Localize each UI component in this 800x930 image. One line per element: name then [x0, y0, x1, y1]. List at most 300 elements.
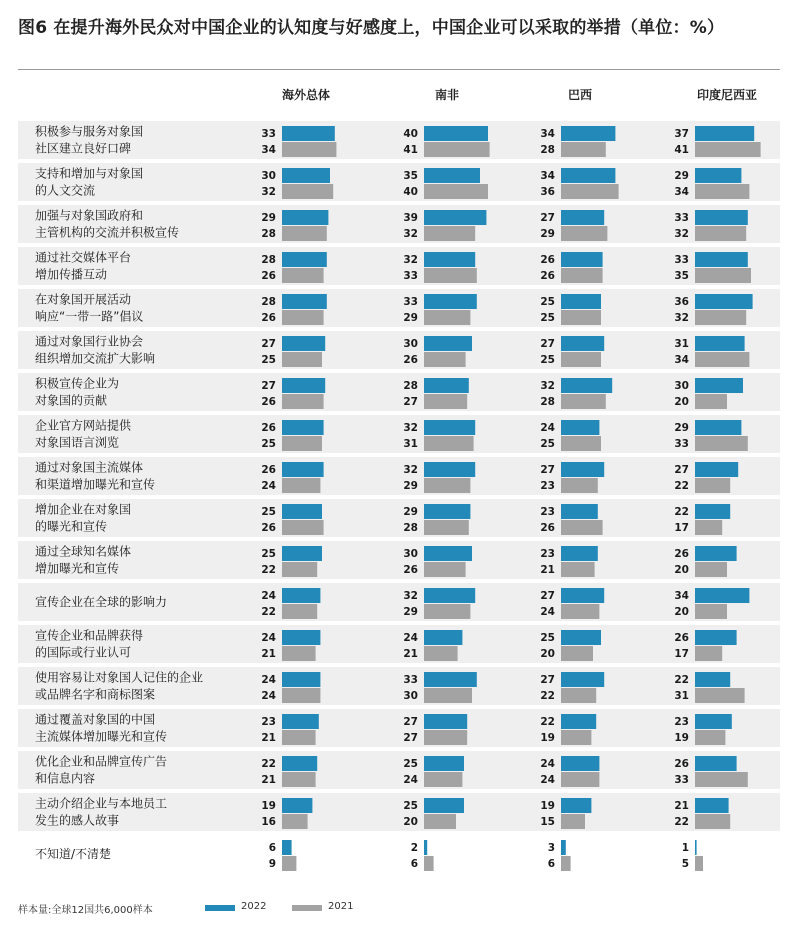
value-label-2021: 22 [674, 480, 689, 492]
legend-swatch-2022 [205, 905, 235, 911]
value-label-2022: 24 [261, 632, 276, 644]
value-label-2022: 26 [674, 758, 689, 770]
bar-2022 [424, 714, 467, 729]
bar-2021 [424, 478, 470, 493]
row-label: 增加曝光和宣传 [35, 561, 120, 576]
value-label-2022: 34 [540, 170, 555, 182]
bar-2021 [424, 688, 472, 703]
bar-2022 [561, 714, 596, 729]
bar-2021 [695, 604, 727, 619]
value-label-2021: 22 [540, 690, 555, 702]
bar-2021 [561, 478, 598, 493]
bar-2022 [282, 420, 324, 435]
bar-2022 [282, 294, 327, 309]
row-label: 的国际或行业认可 [35, 645, 132, 660]
group-header-south-africa: 南非 [434, 88, 459, 102]
row-label: 的曝光和宣传 [35, 519, 108, 534]
row-label: 对象国的贡献 [35, 393, 108, 408]
value-label-2021: 29 [403, 312, 418, 324]
bar-2022 [282, 546, 322, 561]
value-label-2021: 19 [674, 732, 689, 744]
bar-2022 [561, 672, 604, 687]
bar-2022 [561, 252, 603, 267]
value-label-2021: 31 [403, 438, 418, 450]
bar-2021 [282, 226, 327, 241]
bar-2021 [282, 856, 296, 871]
value-label-2021: 41 [674, 144, 689, 156]
row-label: 主管机构的交流并积极宣传 [35, 225, 180, 240]
value-label-2022: 33 [403, 296, 418, 308]
bar-2021 [695, 646, 722, 661]
value-label-2021: 31 [674, 690, 689, 702]
bar-2022 [695, 756, 737, 771]
value-label-2021: 6 [410, 858, 418, 870]
row-label: 发生的感人故事 [35, 813, 120, 828]
bar-2022 [282, 714, 319, 729]
bar-2022 [424, 336, 472, 351]
bar-2021 [424, 814, 456, 829]
bar-2021 [282, 184, 333, 199]
value-label-2022: 6 [268, 842, 276, 854]
value-label-2022: 23 [674, 716, 689, 728]
bar-2022 [561, 126, 615, 141]
value-label-2021: 25 [261, 354, 276, 366]
value-label-2021: 6 [547, 858, 555, 870]
bar-2022 [424, 420, 475, 435]
value-label-2021: 35 [674, 270, 689, 282]
bar-2021 [424, 520, 469, 535]
bar-2022 [561, 798, 591, 813]
value-label-2021: 24 [540, 774, 555, 786]
row-label: 响应“一带一路”倡议 [35, 309, 144, 324]
bar-2021 [424, 184, 488, 199]
bar-2022 [695, 630, 737, 645]
value-label-2022: 27 [403, 716, 418, 728]
value-label-2022: 34 [540, 128, 555, 140]
value-label-2022: 29 [403, 506, 418, 518]
bar-2022 [424, 210, 486, 225]
bar-2022 [282, 462, 324, 477]
bar-2021 [561, 142, 606, 157]
bar-2022 [282, 168, 330, 183]
value-label-2021: 29 [403, 606, 418, 618]
bar-2022 [561, 378, 612, 393]
bar-2021 [695, 310, 746, 325]
bar-2022 [424, 588, 475, 603]
value-label-2022: 25 [261, 548, 276, 560]
bar-2022 [561, 588, 604, 603]
bar-2021 [561, 394, 606, 409]
bar-2021 [282, 268, 324, 283]
value-label-2022: 33 [403, 674, 418, 686]
value-label-2022: 27 [261, 380, 276, 392]
row-label: 宣传企业和品牌获得 [35, 628, 144, 643]
value-label-2022: 29 [674, 170, 689, 182]
bar-2022 [424, 504, 470, 519]
row-label: 社区建立良好口碑 [35, 141, 132, 156]
value-label-2022: 28 [261, 296, 276, 308]
value-label-2021: 30 [403, 690, 418, 702]
value-label-2022: 36 [674, 296, 689, 308]
group-header-brazil: 巴西 [567, 88, 592, 102]
sample-note: 样本量:全球12国共6,000样本 [18, 905, 153, 916]
value-label-2021: 5 [681, 858, 689, 870]
value-label-2021: 26 [261, 396, 276, 408]
bar-2022 [695, 252, 748, 267]
bar-2021 [424, 226, 475, 241]
bar-2022 [695, 378, 743, 393]
bar-2022 [424, 252, 475, 267]
value-label-2021: 34 [674, 354, 689, 366]
row-label: 积极宣传企业为 [35, 376, 120, 391]
value-label-2021: 22 [261, 606, 276, 618]
value-label-2022: 30 [403, 338, 418, 350]
value-label-2022: 24 [540, 758, 555, 770]
bar-2022 [695, 168, 741, 183]
bar-2021 [282, 604, 317, 619]
value-label-2021: 33 [403, 270, 418, 282]
value-label-2021: 32 [261, 186, 276, 198]
bar-2022 [695, 462, 738, 477]
value-label-2022: 22 [674, 674, 689, 686]
value-label-2022: 34 [674, 590, 689, 602]
bar-2021 [561, 604, 599, 619]
value-label-2022: 27 [540, 464, 555, 476]
value-label-2022: 25 [403, 758, 418, 770]
bar-2021 [695, 142, 761, 157]
bar-2021 [561, 646, 593, 661]
bar-2022 [282, 840, 292, 855]
bar-2021 [561, 268, 603, 283]
value-label-2022: 35 [403, 170, 418, 182]
bar-2021 [424, 436, 474, 451]
value-label-2021: 21 [261, 648, 276, 660]
value-label-2022: 2 [410, 842, 418, 854]
value-label-2022: 30 [261, 170, 276, 182]
bar-2022 [424, 168, 480, 183]
bar-2022 [695, 420, 741, 435]
row-label: 支持和增加与对象国 [35, 166, 144, 181]
row-label: 的人文交流 [35, 183, 96, 198]
value-label-2021: 32 [674, 312, 689, 324]
value-label-2021: 32 [674, 228, 689, 240]
row-label: 主流媒体增加曝光和宣传 [35, 729, 168, 744]
value-label-2022: 19 [540, 800, 555, 812]
bar-2022 [561, 840, 566, 855]
row-label: 通过全球知名媒体 [35, 544, 132, 559]
bar-2022 [561, 294, 601, 309]
bar-2022 [561, 756, 599, 771]
bar-2021 [561, 436, 601, 451]
value-label-2022: 19 [261, 800, 276, 812]
value-label-2022: 39 [403, 212, 418, 224]
value-label-2022: 25 [540, 632, 555, 644]
bar-2022 [282, 798, 312, 813]
bar-2021 [561, 772, 599, 787]
row-label: 使用容易让对象国人记住的企业 [35, 670, 204, 685]
value-label-2021: 26 [403, 354, 418, 366]
value-label-2022: 29 [674, 422, 689, 434]
value-label-2021: 24 [261, 480, 276, 492]
value-label-2021: 24 [540, 606, 555, 618]
value-label-2021: 23 [540, 480, 555, 492]
value-label-2021: 26 [540, 522, 555, 534]
bar-2021 [561, 352, 601, 367]
value-label-2022: 32 [403, 590, 418, 602]
bar-2021 [561, 730, 591, 745]
value-label-2022: 22 [261, 758, 276, 770]
value-label-2022: 26 [261, 464, 276, 476]
value-label-2021: 32 [403, 228, 418, 240]
bar-2021 [561, 688, 596, 703]
value-label-2022: 24 [261, 590, 276, 602]
value-label-2022: 25 [403, 800, 418, 812]
row-label: 积极参与服务对象国 [35, 124, 144, 139]
value-label-2021: 36 [540, 186, 555, 198]
row-band [18, 415, 780, 453]
bar-2022 [695, 672, 730, 687]
row-band [18, 247, 780, 285]
value-label-2021: 9 [268, 858, 276, 870]
row-label: 组织增加交流扩大影响 [35, 351, 156, 366]
row-label: 或品牌名字和商标图案 [35, 687, 156, 702]
value-label-2021: 25 [540, 354, 555, 366]
bar-2021 [695, 352, 749, 367]
value-label-2021: 27 [403, 396, 418, 408]
value-label-2021: 27 [403, 732, 418, 744]
bar-2022 [424, 672, 477, 687]
bar-2022 [282, 252, 327, 267]
value-label-2022: 3 [547, 842, 555, 854]
bar-2021 [695, 184, 749, 199]
value-label-2021: 21 [261, 774, 276, 786]
value-label-2022: 22 [540, 716, 555, 728]
row-label: 增加企业在对象国 [35, 502, 132, 517]
value-label-2021: 26 [261, 522, 276, 534]
value-label-2021: 25 [540, 312, 555, 324]
bar-2021 [282, 814, 308, 829]
bar-2022 [561, 546, 598, 561]
bar-2022 [561, 462, 604, 477]
value-label-2021: 21 [261, 732, 276, 744]
bar-2021 [561, 562, 595, 577]
value-label-2021: 26 [540, 270, 555, 282]
bar-2021 [282, 688, 320, 703]
bar-2021 [282, 142, 336, 157]
value-label-2021: 26 [261, 270, 276, 282]
value-label-2022: 26 [674, 548, 689, 560]
bar-2021 [282, 520, 324, 535]
bar-2021 [424, 856, 434, 871]
value-label-2022: 32 [403, 254, 418, 266]
value-label-2022: 28 [261, 254, 276, 266]
row-label: 优化企业和品牌宣传广告 [35, 754, 168, 769]
group-header-overseas: 海外总体 [281, 88, 330, 102]
value-label-2022: 32 [403, 422, 418, 434]
bar-2022 [282, 588, 320, 603]
bar-2021 [282, 436, 322, 451]
bar-2021 [282, 646, 316, 661]
bar-2022 [695, 210, 748, 225]
value-label-2021: 26 [261, 312, 276, 324]
bar-2021 [561, 226, 607, 241]
value-label-2021: 34 [261, 144, 276, 156]
row-label: 企业官方网站提供 [35, 418, 132, 433]
bar-2022 [695, 840, 697, 855]
value-label-2021: 28 [540, 396, 555, 408]
value-label-2021: 29 [540, 228, 555, 240]
bar-2022 [424, 462, 475, 477]
bar-2022 [695, 588, 749, 603]
bar-2021 [424, 772, 462, 787]
value-label-2022: 28 [403, 380, 418, 392]
bar-2022 [561, 420, 599, 435]
bar-2022 [695, 294, 753, 309]
value-label-2021: 24 [261, 690, 276, 702]
value-label-2022: 27 [540, 590, 555, 602]
value-label-2022: 40 [403, 128, 418, 140]
value-label-2022: 25 [261, 506, 276, 518]
bar-2022 [424, 798, 464, 813]
value-label-2021: 26 [403, 564, 418, 576]
bar-2021 [695, 856, 703, 871]
bar-2021 [282, 478, 320, 493]
value-label-2021: 34 [674, 186, 689, 198]
value-label-2022: 26 [674, 632, 689, 644]
value-label-2021: 28 [540, 144, 555, 156]
bar-2021 [695, 226, 746, 241]
value-label-2022: 25 [540, 296, 555, 308]
row-band [18, 541, 780, 579]
value-label-2022: 33 [674, 254, 689, 266]
row-label: 和信息内容 [35, 771, 96, 786]
bar-2022 [424, 756, 464, 771]
value-label-2022: 31 [674, 338, 689, 350]
bar-2021 [424, 646, 458, 661]
bar-2022 [424, 294, 477, 309]
bar-2021 [695, 772, 748, 787]
bar-2022 [424, 630, 462, 645]
bar-2021 [561, 856, 571, 871]
bar-2021 [424, 268, 477, 283]
value-label-2022: 24 [540, 422, 555, 434]
value-label-2022: 24 [261, 674, 276, 686]
bar-2021 [424, 142, 490, 157]
value-label-2022: 24 [403, 632, 418, 644]
row-label: 通过对象国行业协会 [35, 334, 144, 349]
bar-2021 [282, 562, 317, 577]
bar-2021 [695, 478, 730, 493]
value-label-2022: 37 [674, 128, 689, 140]
bar-2022 [282, 504, 322, 519]
row-label: 和渠道增加曝光和宣传 [35, 477, 156, 492]
bar-2021 [561, 184, 619, 199]
bar-2022 [561, 630, 601, 645]
bar-2021 [282, 730, 316, 745]
bar-2021 [424, 394, 467, 409]
bar-2022 [695, 504, 730, 519]
row-label: 主动介绍企业与本地员工 [35, 796, 168, 811]
bar-2021 [282, 394, 324, 409]
row-label: 通过覆盖对象国的中国 [35, 712, 156, 727]
bar-2022 [695, 126, 754, 141]
row-label: 对象国语言浏览 [35, 435, 120, 450]
value-label-2021: 15 [540, 816, 555, 828]
value-label-2022: 29 [261, 212, 276, 224]
bar-2022 [424, 546, 472, 561]
bar-2021 [424, 604, 470, 619]
bar-2022 [424, 126, 488, 141]
bar-2021 [695, 814, 730, 829]
bar-2022 [561, 504, 598, 519]
bar-2021 [695, 688, 745, 703]
value-label-2021: 41 [403, 144, 418, 156]
bar-2021 [695, 436, 748, 451]
bar-2022 [561, 210, 604, 225]
bar-2022 [695, 714, 732, 729]
value-label-2021: 20 [674, 396, 689, 408]
bar-2022 [282, 210, 328, 225]
value-label-2021: 29 [403, 480, 418, 492]
bar-2022 [282, 126, 335, 141]
bar-2021 [695, 520, 722, 535]
value-label-2021: 21 [540, 564, 555, 576]
value-label-2021: 24 [403, 774, 418, 786]
value-label-2022: 33 [261, 128, 276, 140]
bar-2022 [561, 168, 615, 183]
value-label-2022: 32 [403, 464, 418, 476]
row-label: 在对象国开展活动 [35, 292, 132, 307]
bar-2021 [695, 394, 727, 409]
value-label-2021: 20 [540, 648, 555, 660]
bar-2022 [695, 336, 745, 351]
bar-2022 [561, 336, 604, 351]
value-label-2022: 22 [674, 506, 689, 518]
bar-2021 [424, 562, 466, 577]
value-label-2022: 1 [681, 842, 689, 854]
bar-2021 [695, 730, 725, 745]
bar-2022 [282, 756, 317, 771]
bar-2021 [561, 310, 601, 325]
value-label-2021: 25 [540, 438, 555, 450]
value-label-2021: 33 [674, 438, 689, 450]
bar-2021 [282, 352, 322, 367]
bar-2021 [424, 730, 467, 745]
bar-2021 [282, 772, 316, 787]
row-label: 通过社交媒体平台 [35, 250, 132, 265]
value-label-2021: 20 [674, 606, 689, 618]
value-label-2022: 26 [261, 422, 276, 434]
bar-2022 [695, 546, 737, 561]
value-label-2021: 40 [403, 186, 418, 198]
chart-title: 图6 在提升海外民众对中国企业的认知度与好感度上，中国企业可以采取的举措（单位：%） [18, 18, 725, 38]
legend-label-2021: 2021 [328, 901, 354, 912]
bar-2021 [695, 562, 727, 577]
row-label: 通过对象国主流媒体 [35, 460, 144, 475]
bar-2021 [561, 520, 603, 535]
value-label-2021: 17 [674, 648, 689, 660]
row-label: 宣传企业在全球的影响力 [35, 595, 168, 609]
value-label-2022: 23 [540, 506, 555, 518]
value-label-2022: 27 [674, 464, 689, 476]
value-label-2021: 20 [674, 564, 689, 576]
value-label-2022: 27 [540, 212, 555, 224]
value-label-2021: 33 [674, 774, 689, 786]
group-header-indonesia: 印度尼西亚 [696, 88, 757, 102]
bar-2022 [424, 378, 469, 393]
value-label-2022: 26 [540, 254, 555, 266]
value-label-2022: 27 [540, 338, 555, 350]
